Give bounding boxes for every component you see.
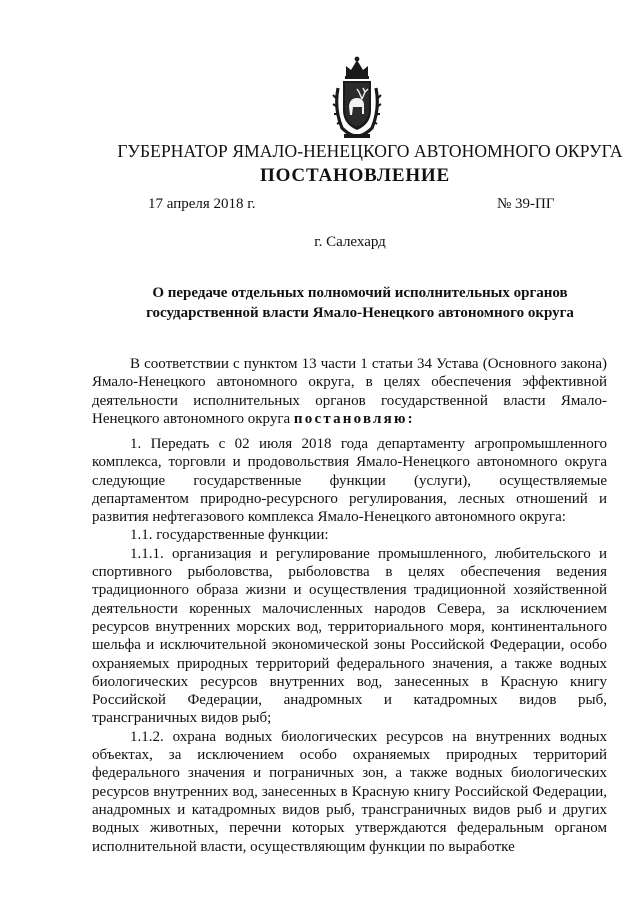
preamble <box>92 355 607 428</box>
document-date: 17 апреля 2018 г. <box>148 196 256 212</box>
document-number: № 39-ПГ <box>497 196 555 212</box>
preamble-text: В соответствии с пунктом 13 части 1 статьи 34 Устава (Основного закона) Ямало-Ненецкого автономного округа, в целях обеспечения эффективной деятельности исполнительных органов государственной власти Ямало-Ненецкого автономного округа <box>92 356 607 427</box>
item-1: 1. Передать с 02 июля 2018 года департаменту агропромышленного комплекса, торговли и продовольствия Ямало-Ненецкого автономного округа следующие государственные функции (услуги), осуществляемые департаментом природно-ресурсного регулирования, лесных отношений и развития нефтегазового комплекса Ямало-Ненецкого автономного округа: <box>92 436 607 526</box>
document-city: г. Салехард <box>314 234 386 250</box>
governor-title: ГУБЕРНАТОР ЯМАЛО-НЕНЕЦКОГО АВТОНОМНОГО ОКРУГА <box>117 141 623 161</box>
heading-line-2: государственной власти Ямало-Ненецкого автономного округа <box>146 305 574 321</box>
decree-word: постановляю: <box>293 410 415 427</box>
document-heading <box>100 283 620 323</box>
item-1-1-1: 1.1.1. организация и регулирование промышленного, любительского и спортивного рыболовства, рыболовства в целях обеспечения ведения традиционного образа жизни и осуществления традиционной хозяйственной деятельности коренных малочисленных народов Севера, за исключением ресурсов внутренних морских вод, территориального моря, континентального шельфа и исключительной экономической зоны Российской Федерации, особо охраняемых природных территорий федерального значения, а также водных биологических ресурсов внутренних вод, занесенных в Красную книгу Российской Федерации, анадромных и катадромных видов рыб, трансграничных видов рыб; <box>92 545 607 727</box>
heading-line-1: О передаче отдельных полномочий исполнительных органов <box>152 285 568 301</box>
coat-of-arms-icon <box>332 54 382 142</box>
item-1-1-2: 1.1.2. охрана водных биологических ресурсов на внутренних водных объектах, за исключением особо охраняемых природных территорий федерального значения и пограничных зон, а также водных биологических ресурсов внутренних вод, занесенных в Красную книгу Российской Федерации, анадромных и катадромных видов рыб, трансграничных видов рыб и других водных животных, перечни которых утверждаются федеральным органом исполнительной власти, осуществляющим функции по выработке <box>92 728 607 855</box>
document-type: ПОСТАНОВЛЕНИЕ <box>260 165 450 186</box>
item-1-1: 1.1. государственные функции: <box>130 527 329 544</box>
decree-items <box>92 435 607 856</box>
